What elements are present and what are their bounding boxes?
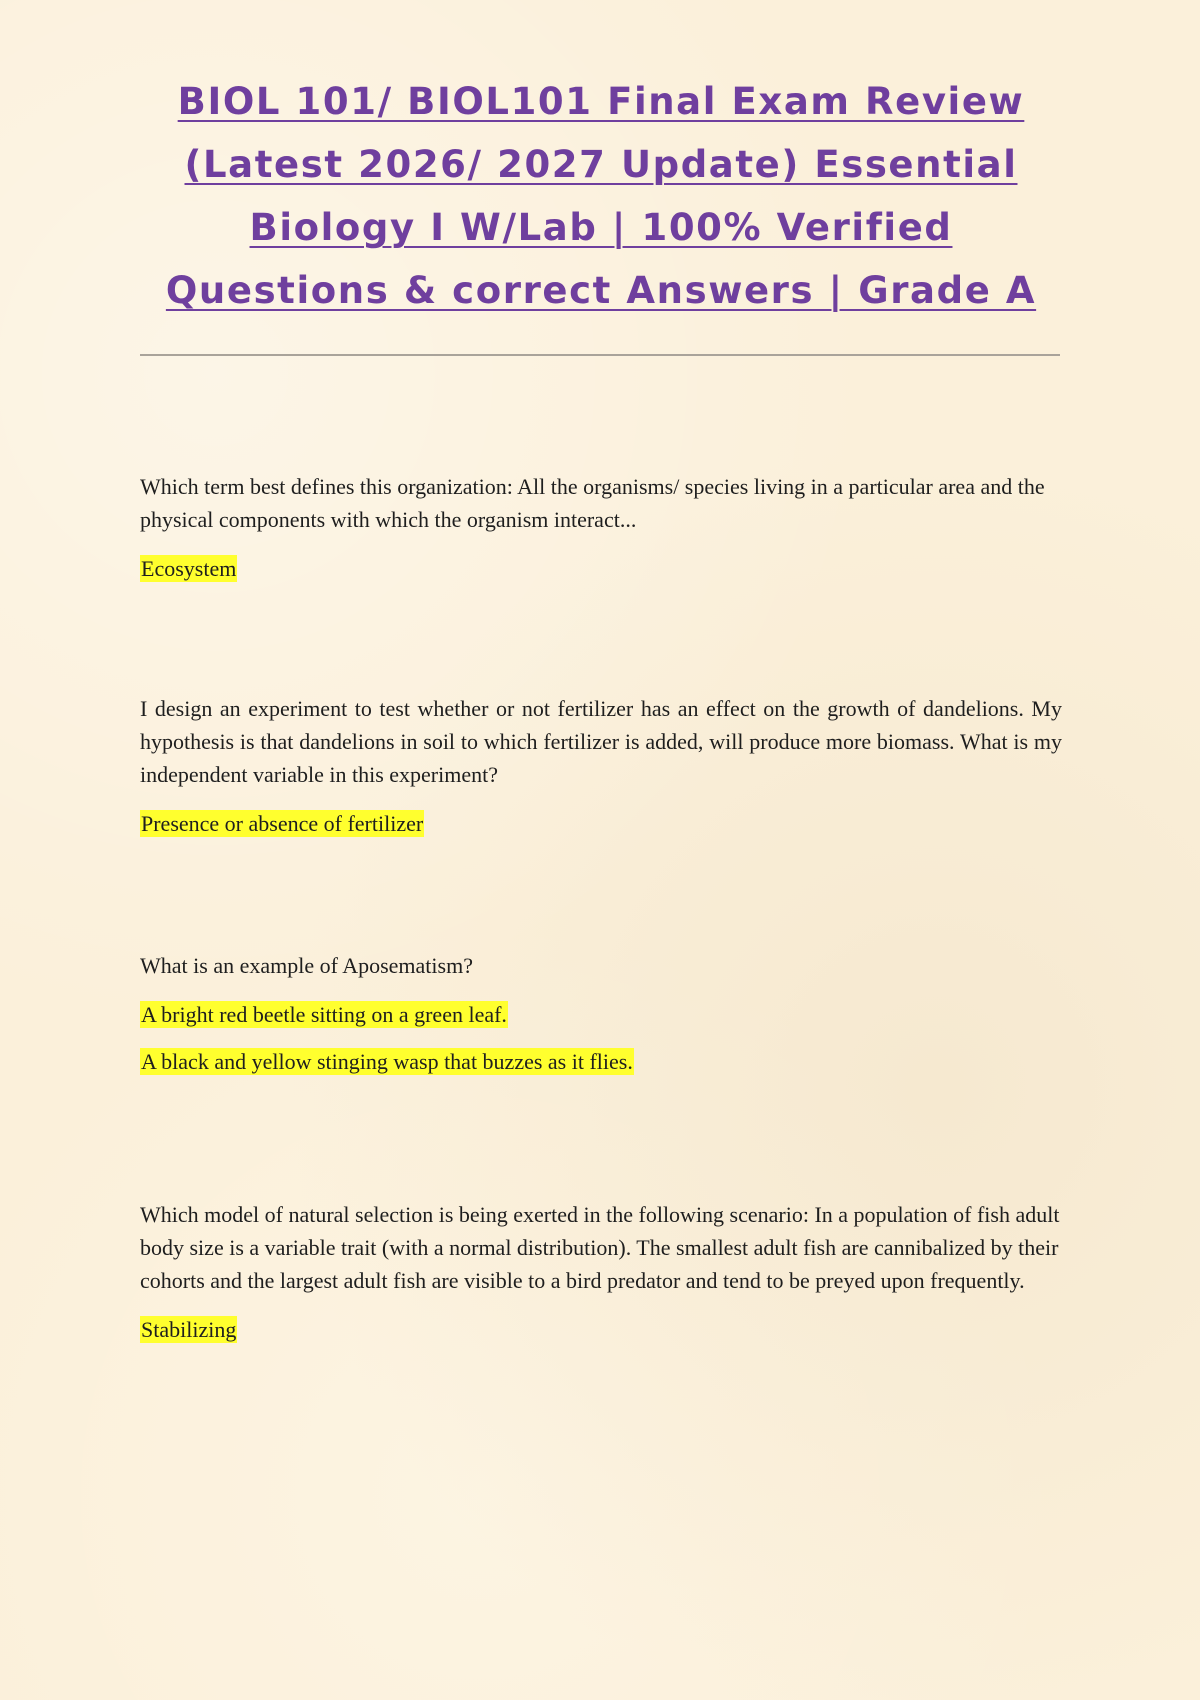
answer-text: [140, 1001, 1062, 1029]
answer-highlight: Ecosystem: [141, 556, 237, 581]
answer-highlight: Presence or absence of fertilizer: [141, 811, 424, 836]
title-divider: [140, 354, 1060, 356]
question-text: What is an example of Aposematism?: [140, 953, 473, 978]
question-text: I design an experiment to test whether or not fertilizer has an effect on the growth of dandelions. My hypothesis is that dandelions in soil to which fertilizer is added, will produce more biomass. What is my independent variable in this experiment?: [140, 696, 1062, 787]
question-text: Which model of natural selection is being exerted in the following scenario: In a population of fish adult body size is a variable trait (with a normal distribution). The smallest adult fish are cannibalized by their cohorts and the largest adult fish are visible to a bird predator and tend to be preyed upon frequently.: [140, 1202, 1060, 1293]
qa-item: [140, 692, 1062, 838]
answer-text: [140, 1316, 1062, 1344]
qa-item: [140, 470, 1062, 583]
qa-item: [140, 949, 1062, 1076]
answer-highlight: Stabilizing: [141, 1317, 237, 1342]
question-text: Which term best defines this organization: All the organisms/ species living in a particular area and the physical components with which the organism interact...: [140, 474, 1045, 532]
answer-text: [140, 810, 1062, 838]
document-page: [140, 70, 1062, 1344]
answer-highlight: A black and yellow stinging wasp that buzzes as it flies.: [141, 1049, 633, 1074]
answer-text: [140, 1048, 1062, 1076]
answer-highlight: A bright red beetle sitting on a green leaf.: [141, 1002, 507, 1027]
qa-item: [140, 1198, 1062, 1344]
answer-text: [140, 555, 1062, 583]
document-title: BIOL 101/ BIOL101 Final Exam Review (Latest 2026/ 2027 Update) Essential Biology I W/Lab | 100% Verified Questions & correct Answers | Grade A: [165, 80, 1037, 312]
